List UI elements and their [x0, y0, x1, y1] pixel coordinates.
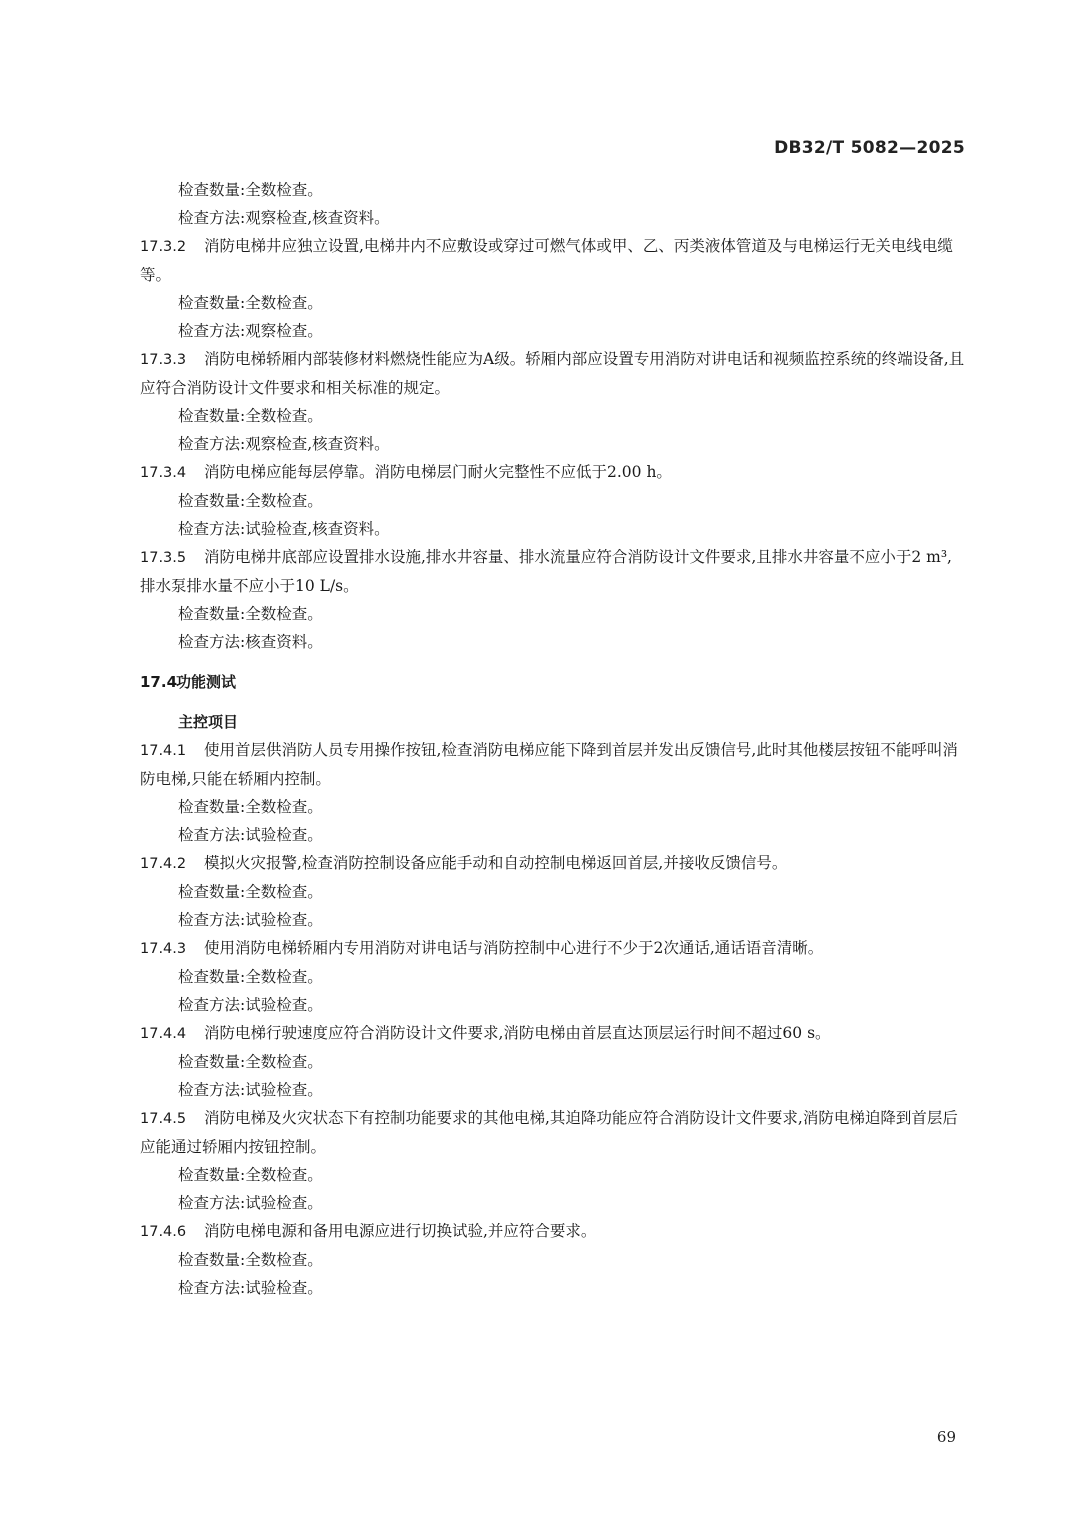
inspection-quantity: 检查数量:全数检查。: [178, 492, 323, 510]
clause-text: 消防电梯及火灾状态下有控制功能要求的其他电梯,其迫降功能应符合消防设计文件要求,消防电梯迫降到首层后应能通过轿厢内按钮控制。: [140, 1109, 958, 1156]
inspection-method: 检查方法:试验检查。: [178, 826, 323, 844]
inspection-method: 检查方法:试验检查。: [178, 911, 323, 929]
inspection-method: 检查方法:试验检查。: [178, 1279, 323, 1297]
clause-17-4-2: [140, 849, 966, 878]
clause-17-3-5: [140, 543, 966, 600]
clause-text: 使用首层供消防人员专用操作按钮,检查消防电梯应能下降到首层并发出反馈信号,此时其他楼层按钮不能呼叫消防电梯,只能在轿厢内控制。: [140, 741, 958, 788]
clause-17-3-3: [140, 345, 966, 402]
clause-text: 模拟火灾报警,检查消防控制设备应能手动和自动控制电梯返回首层,并接收反馈信号。: [204, 854, 788, 872]
clause-text: 消防电梯行驶速度应符合消防设计文件要求,消防电梯由首层直达顶层运行时间不超过60 s。: [204, 1024, 831, 1042]
clause-number: 17.4.5: [140, 1111, 187, 1127]
inspection-method: 检查方法:试验检查。: [178, 996, 323, 1014]
clause-text: 使用消防电梯轿厢内专用消防对讲电话与消防控制中心进行不少于2次通话,通话语音清晰。: [204, 939, 824, 957]
inspection-method: 检查方法:核查资料。: [178, 633, 323, 651]
clause-17-3-4: [140, 458, 966, 487]
clause-17-4-1: [140, 736, 966, 793]
clause-number: 17.3.2: [140, 239, 187, 255]
clause-number: 17.4.3: [140, 941, 187, 957]
inspection-method: 检查方法:观察检查,核查资料。: [178, 435, 390, 453]
clause-17-4-3: [140, 934, 966, 963]
clause-text: 消防电梯电源和备用电源应进行切换试验,并应符合要求。: [204, 1222, 597, 1240]
clause-17-4-6: [140, 1217, 966, 1246]
inspection-quantity: 检查数量:全数检查。: [178, 1166, 323, 1184]
clause-17-4-5: [140, 1104, 966, 1161]
subheading-main-items: 主控项目: [178, 713, 239, 731]
clause-number: 17.4.4: [140, 1026, 187, 1042]
document-body: [140, 176, 966, 1302]
inspection-method: 检查方法:观察检查,核查资料。: [178, 209, 390, 227]
inspection-quantity: 检查数量:全数检查。: [178, 798, 323, 816]
clause-text: 消防电梯井底部应设置排水设施,排水井容量、排水流量应符合消防设计文件要求,且排水井容量不应小于2 m³,排水泵排水量不应小于10 L/s。: [140, 548, 952, 595]
clause-17-4-4: [140, 1019, 966, 1048]
inspection-method: 检查方法:试验检查。: [178, 1081, 323, 1099]
clause-number: 17.3.5: [140, 550, 187, 566]
inspection-method: 检查方法:试验检查,核查资料。: [178, 520, 390, 538]
inspection-quantity: 检查数量:全数检查。: [178, 407, 323, 425]
clause-number: 17.4.1: [140, 743, 187, 759]
inspection-method: 检查方法:试验检查。: [178, 1194, 323, 1212]
inspection-quantity: 检查数量:全数检查。: [178, 181, 323, 199]
inspection-method: 检查方法:观察检查。: [178, 322, 323, 340]
page-number: 69: [936, 1428, 956, 1446]
section-title: 功能测试: [176, 673, 237, 691]
clause-17-3-2: [140, 232, 966, 289]
inspection-quantity: 检查数量:全数检查。: [178, 1053, 323, 1071]
document-code: DB32/T 5082—2025: [774, 138, 965, 158]
clause-number: 17.4.2: [140, 856, 187, 872]
clause-number: 17.4.6: [140, 1224, 187, 1240]
clause-number: 17.3.3: [140, 352, 187, 368]
clause-text: 消防电梯轿厢内部装修材料燃烧性能应为A级。轿厢内部应设置专用消防对讲电话和视频监控系统的终端设备,且应符合消防设计文件要求和相关标准的规定。: [140, 350, 965, 397]
clause-text: 消防电梯应能每层停靠。消防电梯层门耐火完整性不应低于2.00 h。: [204, 463, 672, 481]
section-number: 17.4: [140, 673, 178, 691]
section-heading-17-4: [140, 668, 966, 696]
inspection-quantity: 检查数量:全数检查。: [178, 968, 323, 986]
clause-text: 消防电梯井应独立设置,电梯井内不应敷设或穿过可燃气体或甲、乙、丙类液体管道及与电梯运行无关电线电缆等。: [140, 237, 953, 284]
inspection-quantity: 检查数量:全数检查。: [178, 883, 323, 901]
clause-number: 17.3.4: [140, 465, 187, 481]
inspection-quantity: 检查数量:全数检查。: [178, 294, 323, 312]
inspection-quantity: 检查数量:全数检查。: [178, 1251, 323, 1269]
inspection-quantity: 检查数量:全数检查。: [178, 605, 323, 623]
